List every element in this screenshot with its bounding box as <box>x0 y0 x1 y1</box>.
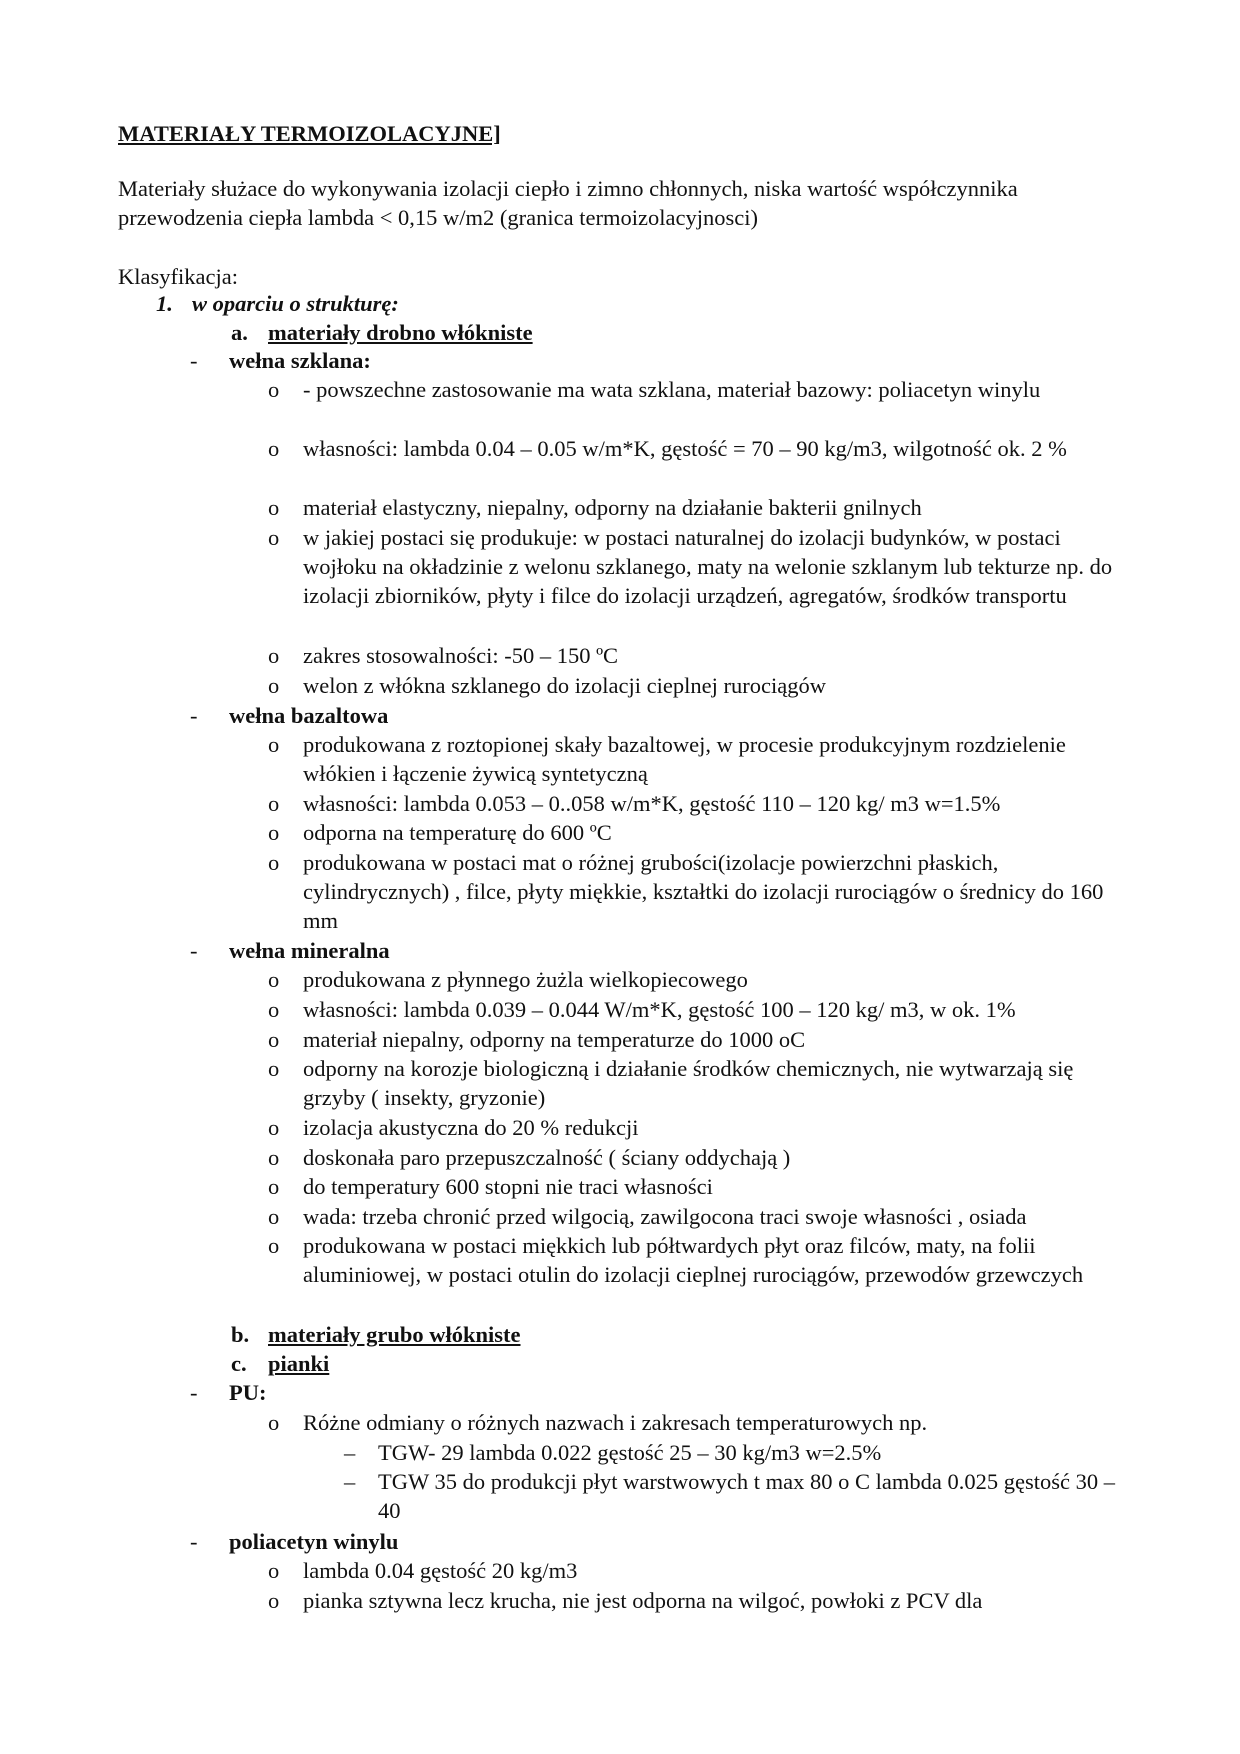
bullet-marker: o <box>268 1588 280 1613</box>
subsection-title: materiały grubo włókniste <box>268 1322 521 1347</box>
list-item: izolacja akustyczna do 20 % redukcji <box>303 1115 639 1140</box>
bullet-marker: o <box>268 1174 280 1199</box>
subsection-letter: a. <box>231 320 248 345</box>
list-item: odporna na temperaturę do 600 ºC <box>303 820 612 845</box>
list-item: doskonała paro przepuszczalność ( ściany oddychają ) <box>303 1145 791 1170</box>
list-item: pianka sztywna lecz krucha, nie jest odporna na wilgoć, powłoki z PCV dla <box>303 1588 983 1613</box>
list-item: Różne odmiany o różnych nazwach i zakresach temperaturowych np. <box>303 1410 928 1435</box>
dash-marker: - <box>190 348 198 373</box>
dash-marker: - <box>190 938 198 963</box>
group-heading: wełna bazaltowa <box>229 703 389 728</box>
page-title: MATERIAŁY TERMOIZOLACYJNE] <box>118 121 501 146</box>
bullet-marker: o <box>268 791 280 816</box>
group-heading: poliacetyn winylu <box>229 1529 399 1554</box>
bullet-marker: o <box>268 820 280 845</box>
bullet-marker: o <box>268 377 280 402</box>
intro-paragraph: Materiały służace do wykonywania izolacji ciepło i zimno chłonnych, niska wartość współczynnika przewodzenia ciepła lambda < 0,15 w/m2 (granica termoizolacyjnosci) <box>118 176 1018 230</box>
list-item: w jakiej postaci się produkuje: w postaci naturalnej do izolacji budynków, w postaci wojłoku na okładzinie z welonu szklanego, maty na welonie szklanym lub tekturze np. do izolacji zbiorników, płyty i filce do izolacji urządzeń, agregatów, środków transportu <box>303 525 1113 608</box>
subsection-title: materiały drobno włókniste <box>268 320 533 345</box>
list-item: produkowana z płynnego żużla wielkopiecowego <box>303 967 748 992</box>
list-item: własności: lambda 0.04 – 0.05 w/m*K, gęstość = 70 – 90 kg/m3, wilgotność ok. 2 % <box>303 436 1067 461</box>
list-item: produkowana w postaci miękkich lub półtwardych płyt oraz filców, maty, na folii aluminiowej, w postaci otulin do izolacji cieplnej rurociągów, przewodów grzewczych <box>303 1233 1084 1287</box>
bullet-marker: o <box>268 967 280 992</box>
list-item: welon z włókna szklanego do izolacji cieplnej rurociągów <box>303 673 826 698</box>
group-heading: wełna mineralna <box>229 938 390 963</box>
list-item: zakres stosowalności: -50 – 150 ºC <box>303 643 619 668</box>
ndash-marker: – <box>344 1440 356 1465</box>
section-title: w oparciu o strukturę: <box>192 291 399 316</box>
bullet-marker: o <box>268 1558 280 1583</box>
list-item: własności: lambda 0.039 – 0.044 W/m*K, gęstość 100 – 120 kg/ m3, w ok. 1% <box>303 997 1016 1022</box>
group-heading: PU: <box>229 1380 267 1405</box>
bullet-marker: o <box>268 525 280 550</box>
list-item: materiał niepalny, odporny na temperaturze do 1000 oC <box>303 1027 806 1052</box>
bullet-marker: o <box>268 643 280 668</box>
bullet-marker: o <box>268 673 280 698</box>
classification-heading: Klasyfikacja: <box>118 264 238 289</box>
bullet-marker: o <box>268 495 280 520</box>
bullet-marker: o <box>268 1056 280 1081</box>
bullet-marker: o <box>268 1233 280 1258</box>
sub-list-item: TGW- 29 lambda 0.022 gęstość 25 – 30 kg/m3 w=2.5% <box>378 1440 882 1465</box>
ndash-marker: – <box>344 1469 356 1494</box>
subsection-title: pianki <box>268 1351 330 1376</box>
bullet-marker: o <box>268 850 280 875</box>
bullet-marker: o <box>268 1145 280 1170</box>
list-item: wada: trzeba chronić przed wilgocią, zawilgocona traci swoje własności , osiada <box>303 1204 1027 1229</box>
bullet-marker: o <box>268 1410 280 1435</box>
bullet-marker: o <box>268 1115 280 1140</box>
list-item: produkowana z roztopionej skały bazaltowej, w procesie produkcyjnym rozdzielenie włókien i łączenie żywicą syntetyczną <box>303 732 1066 786</box>
bullet-marker: o <box>268 732 280 757</box>
bullet-marker: o <box>268 997 280 1022</box>
bullet-marker: o <box>268 1204 280 1229</box>
dash-marker: - <box>190 1529 198 1554</box>
list-item: do temperatury 600 stopni nie traci własności <box>303 1174 713 1199</box>
list-item: własności: lambda 0.053 – 0..058 w/m*K, gęstość 110 – 120 kg/ m3 w=1.5% <box>303 791 1001 816</box>
bullet-marker: o <box>268 1027 280 1052</box>
group-heading: wełna szklana: <box>229 348 371 373</box>
sub-list-item: TGW 35 do produkcji płyt warstwowych t max 80 o C lambda 0.025 gęstość 30 – 40 <box>378 1469 1115 1523</box>
subsection-letter: b. <box>231 1322 250 1347</box>
subsection-letter: c. <box>231 1351 247 1376</box>
bullet-marker: o <box>268 436 280 461</box>
list-item: materiał elastyczny, niepalny, odporny na działanie bakterii gnilnych <box>303 495 922 520</box>
dash-marker: - <box>190 703 198 728</box>
list-item: - powszechne zastosowanie ma wata szklana, materiał bazowy: poliacetyn winylu <box>303 377 1041 402</box>
list-item: odporny na korozje biologiczną i działanie środków chemicznych, nie wytwarzają się grzyby ( insekty, gryzonie) <box>303 1056 1074 1110</box>
list-item: produkowana w postaci mat o różnej grubości(izolacje powierzchni płaskich, cylindrycznych) , filce, płyty miękkie, kształtki do izolacji rurociągów o średnicy do 160 mm <box>303 850 1104 933</box>
section-number: 1. <box>156 291 173 316</box>
list-item: lambda 0.04 gęstość 20 kg/m3 <box>303 1558 578 1583</box>
dash-marker: - <box>190 1380 198 1405</box>
